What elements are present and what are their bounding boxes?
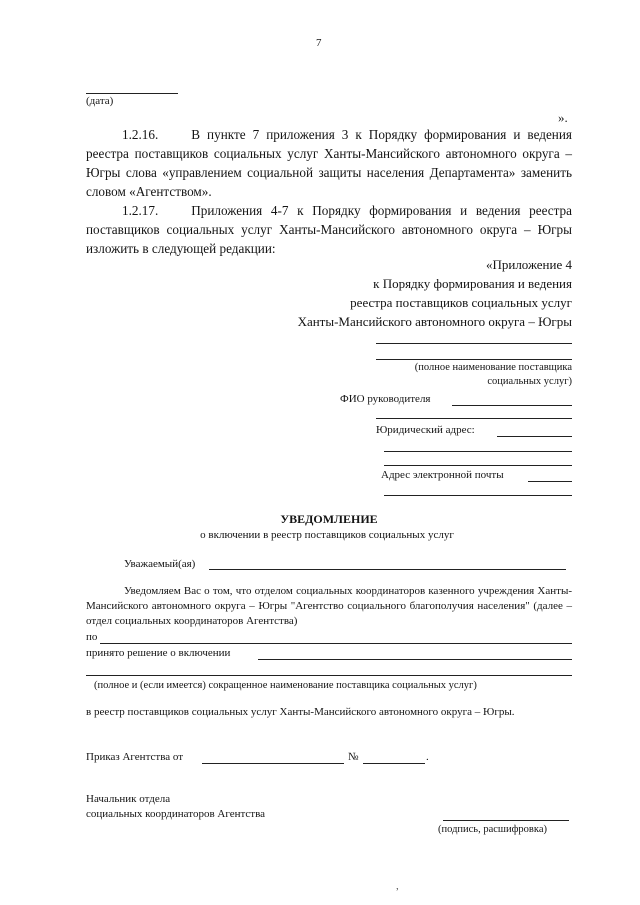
supplier-caption-2: социальных услуг) [487, 376, 572, 387]
appendix-line-3: реестра поставщиков социальных услуг [350, 295, 572, 310]
signature-line [443, 820, 569, 821]
date-caption: (дата) [86, 95, 114, 107]
appendix-line-2: к Порядку формирования и ведения [373, 276, 572, 291]
closing-quote: ». [558, 110, 568, 125]
head-line [452, 405, 572, 406]
footer-mark: , [396, 880, 399, 892]
page-number: 7 [316, 37, 322, 49]
decision-line [258, 659, 572, 660]
date-line [86, 93, 178, 94]
order-label: Приказ Агентства от [86, 751, 184, 763]
signature-caption: (подпись, расшифровка) [438, 824, 547, 835]
paragraph-text: Приложения 4-7 к Порядку формирования и ведения реестра поставщиков социальных услуг Ханты-Мансийского автономного округа – Югры изложить в следующей редакции: [86, 203, 572, 256]
chief-line-2: социальных координаторов Агентства [86, 808, 266, 820]
head-label: ФИО руководителя [340, 393, 431, 405]
head-line-2 [376, 418, 572, 419]
notice-body-text: Уведомляем Вас о том, что отделом социальных координаторов казенного учреждения Ханты-Мансийского автономного округа – Югры "Агентство социального благополучия населения" (далее – отдел социальных координаторов Агентства) [86, 585, 572, 627]
legal-address-label: Юридический адрес: [376, 424, 475, 436]
paragraph-number: 1.2.16. [122, 127, 159, 142]
registry-text [86, 705, 572, 720]
notice-body [86, 584, 572, 629]
notice-title: УВЕДОМЛЕНИЕ [280, 512, 378, 526]
decision-label: принято решение о включении [86, 647, 231, 659]
paragraph-1-2-17 [86, 201, 572, 258]
registry-text-body: в реестр поставщиков социальных услуг Ханты-Мансийского автономного округа – Югры. [86, 706, 515, 718]
dear-line [209, 569, 566, 570]
dear-label: Уважаемый(ая) [124, 558, 196, 570]
email-label: Адрес электронной почты [381, 469, 504, 481]
order-end: . [426, 751, 429, 763]
paragraph-1-2-16 [86, 125, 572, 201]
supplier-name-line-1 [376, 343, 572, 344]
paragraph-text: В пункте 7 приложения 3 к Порядку формирования и ведения реестра поставщиков социальных услуг Ханты-Мансийского автономного округа – Югры слова «управлением социальной защиты населения Департамента» заменить словом «Агентством». [86, 127, 572, 199]
legal-address-line [497, 436, 572, 437]
appendix-line-4: Ханты-Мансийского автономного округа – Югры [297, 314, 572, 329]
legal-address-line-3 [384, 465, 572, 466]
chief-line-1: Начальник отдела [86, 793, 171, 805]
legal-address-line-2 [384, 451, 572, 452]
name-caption: (полное и (если имеется) сокращенное наименование поставщика социальных услуг) [94, 680, 477, 691]
email-line-2 [384, 495, 572, 496]
notice-subtitle: о включении в реестр поставщиков социальных услуг [200, 529, 454, 541]
order-date-line [202, 763, 344, 764]
paragraph-number: 1.2.17. [122, 203, 159, 218]
supplier-name-line-2 [376, 359, 572, 360]
order-no-label: № [348, 751, 359, 763]
order-no-line [363, 763, 425, 764]
po-line [100, 643, 572, 644]
po-label: по [86, 631, 98, 643]
email-line [528, 481, 572, 482]
decision-line-2 [86, 675, 572, 676]
supplier-caption-1: (полное наименование поставщика [414, 362, 572, 373]
appendix-line-1: «Приложение 4 [485, 257, 572, 272]
